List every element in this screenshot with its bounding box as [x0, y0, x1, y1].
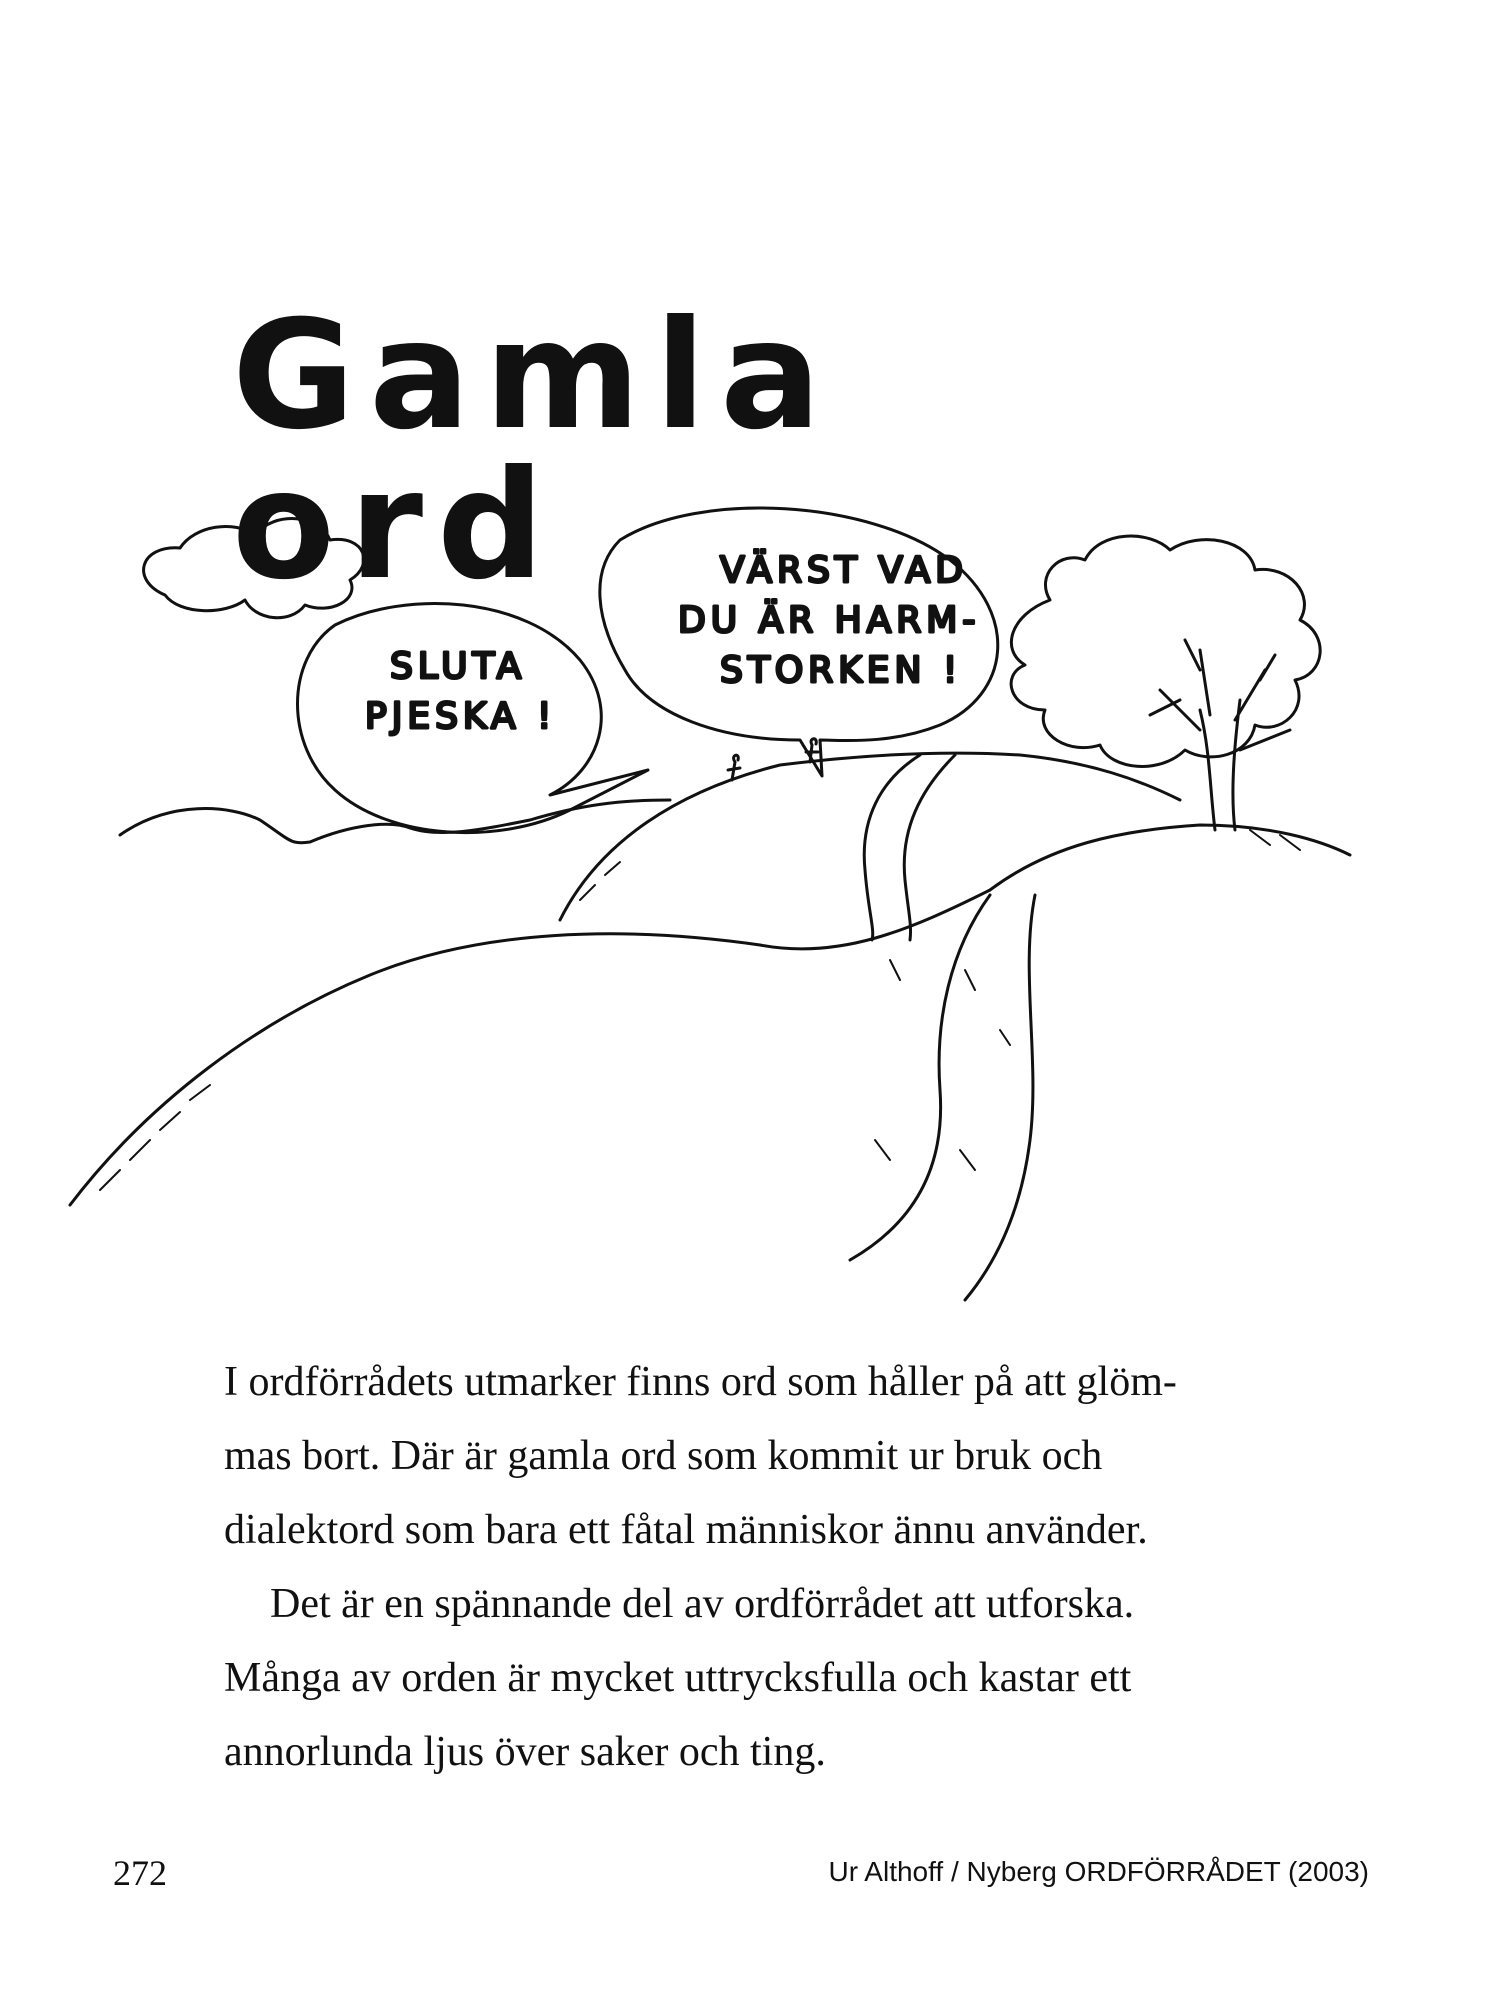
bubble-right-line-1: VÄRST VAD	[720, 550, 968, 591]
bubble-right-line-3: STORKEN !	[720, 650, 963, 691]
bubble-left-line-2: PJESKA !	[365, 696, 557, 737]
bubble-right-line-2: DU ÄR HARM-	[678, 600, 981, 641]
front-hill	[70, 890, 990, 1205]
speech-bubble-right	[600, 508, 998, 776]
hill-shading	[100, 830, 1300, 1190]
page-number: 272	[113, 1853, 167, 1893]
tree-canopy	[1011, 536, 1320, 766]
paragraph-2	[224, 1567, 1284, 1789]
middle-hill	[560, 753, 1180, 920]
paragraph-1-line-1: I ordförrådets utmarker finns ord som håller på att glöm-	[224, 1359, 1177, 1405]
bubble-left-line-1: SLUTA	[390, 646, 527, 687]
hills-illustration	[60, 500, 1440, 1320]
right-hill	[990, 825, 1350, 890]
paragraph-1-line-2: mas bort. Där är gamla ord som kommit ur bruk och	[224, 1433, 1103, 1479]
page-title: Gamla ord	[232, 288, 836, 613]
body-text	[224, 1345, 1284, 1789]
tree-trunk	[1150, 640, 1290, 830]
paragraph-1-line-3: dialektord som bara ett fåtal människor ännu använder.	[224, 1507, 1148, 1553]
paragraph-2-line-1: Det är en spännande del av ordförrådet att utforska.	[270, 1581, 1135, 1627]
paragraph-2-line-2: Många av orden är mycket uttrycksfulla och kastar ett	[224, 1655, 1132, 1701]
paragraph-1	[224, 1345, 1284, 1567]
cloud	[144, 519, 364, 618]
paragraph-2-line-3: annorlunda ljus över saker och ting.	[224, 1729, 826, 1775]
source-citation: Ur Althoff / Nyberg ORDFÖRRÅDET (2003)	[828, 1856, 1369, 1887]
near-path	[850, 895, 1035, 1300]
